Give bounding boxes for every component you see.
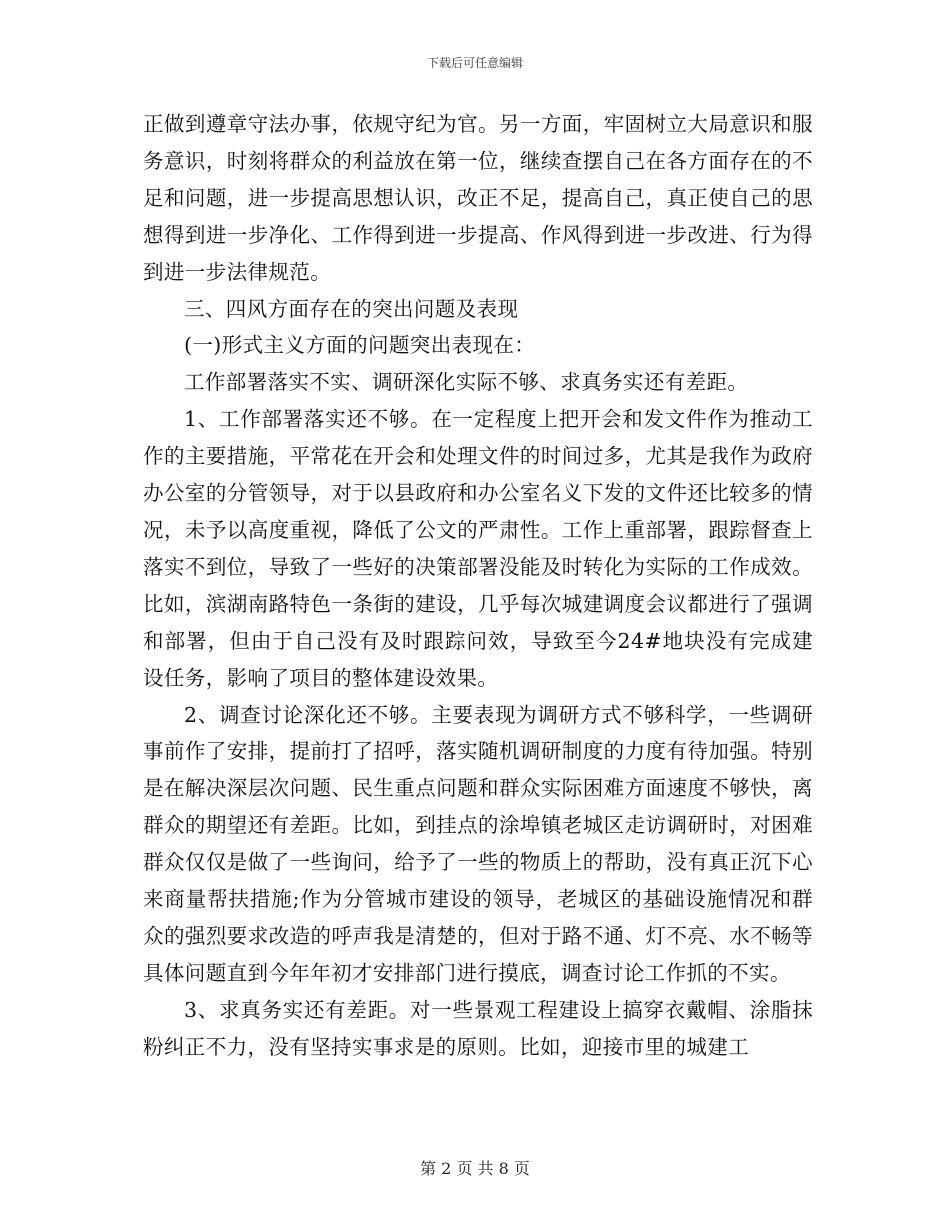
subsection-heading: (一)形式主义方面的问题突出表现在： bbox=[184, 333, 536, 358]
page-number: 第 2 页 共 8 页 bbox=[420, 1159, 530, 1178]
paragraph: 1、工作部署落实还不够。在一定程度上把开会和发文件作为推动工作的主要措施，平常花在开会和处理文件的时间过多，尤其是我作为政府办公室的分管领导，对于以县政府和办公室名义下发的文件还比较多的情况，未予以高度重视，降低了公文的严肃性。工作上重部署，跟踪督查上落实不到位，导致了一些好的决策部署没能及时转化为实际的工作成效。比如，滨湖南路特色一条街的建设，几乎每次城建调度会议都进行了强调和部署，但由于自己没有及时跟踪问效，导致至今24#地块没有完成建设任务，影响了项目的整体建设效果。 bbox=[143, 407, 813, 690]
paragraph: 正做到遵章守法办事，依规守纪为官。另一方面，牢固树立大局意识和服务意识，时刻将群众的利益放在第一位，继续查摆自己在各方面存在的不足和问题，进一步提高思想认识，改正不足，提高自己，真正使自己的思想得到进一步净化、工作得到进一步提高、作风得到进一步改进、行为得到进一步法律规范。 bbox=[143, 112, 813, 284]
page-header-note: 下载后可任意编辑 bbox=[426, 56, 523, 70]
paragraph: 工作部署落实不实、调研深化实际不够、求真务实还有差距。 bbox=[184, 370, 749, 395]
paragraph: 3、求真务实还有差距。对一些景观工程建设上搞穿衣戴帽、涂脂抹粉纠正不力，没有坚持实事求是的原则。比如，迎接市里的城建工 bbox=[143, 997, 813, 1059]
paragraph: 2、调查讨论深化还不够。主要表现为调研方式不够科学，一些调研事前作了安排，提前打了招呼，落实随机调研制度的力度有待加强。特别是在解决深层次问题、民生重点问题和群众实际困难方面速度不够快，离群众的期望还有差距。比如，到挂点的涂埠镇老城区走访调研时，对困难群众仅仅是做了一些询问，给予了一些的物质上的帮助，没有真正沉下心来商量帮扶措施;作为分管城市建设的领导，老城区的基础设施情况和群众的强烈要求改造的呼声我是清楚的，但对于路不通、灯不亮、水不畅等具体问题直到今年年初才安排部门进行摸底，调查讨论工作抓的不实。 bbox=[143, 702, 813, 985]
document-body bbox=[143, 106, 813, 1066]
section-heading: 三、四风方面存在的突出问题及表现 bbox=[184, 296, 519, 321]
